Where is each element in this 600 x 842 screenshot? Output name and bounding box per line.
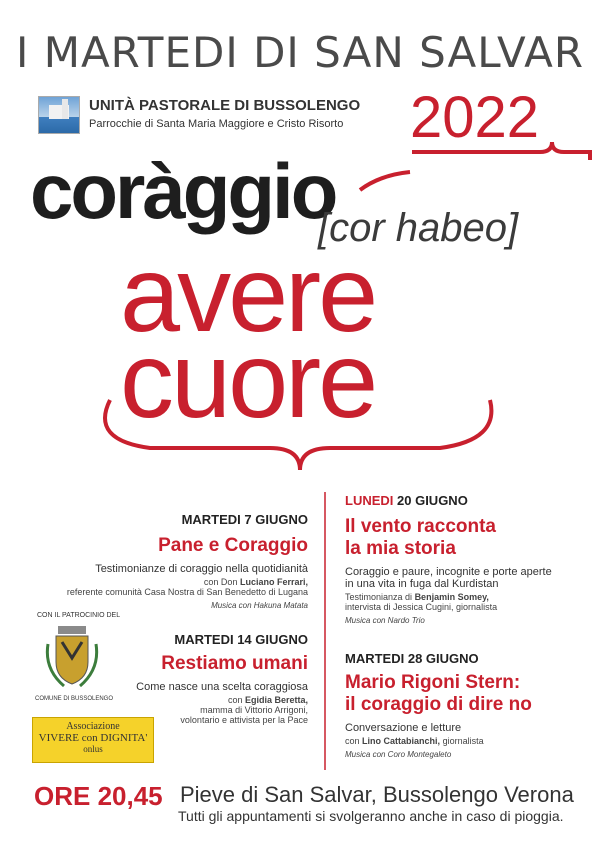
event-speaker: con Lino Cattabianchi, giornalista [345, 735, 484, 746]
patronage-label: CON IL PATROCINIO DEL [37, 612, 121, 619]
event-date: LUNEDI 20 GIUGNO [345, 493, 468, 508]
organizer-parishes: Parrocchie di Santa Maria Maggiore e Cristo Risorto [89, 118, 344, 130]
event-1 [48, 512, 308, 610]
theme-line-1: avere [120, 233, 376, 354]
event-music: Musica con Coro Montegaleto [345, 749, 452, 759]
theme-latin: [cor habeo] [318, 206, 519, 250]
event-speaker-role: volontario e attivista per la Pace [180, 714, 308, 725]
event-time: ORE 20,45 [34, 781, 163, 811]
year: 2022 [410, 85, 540, 150]
association-logo [32, 717, 154, 763]
event-title: Il vento racconta la mia storia [345, 516, 496, 559]
event-speaker: con Egidia Beretta, [227, 694, 308, 705]
event-music: Musica con Hakuna Matata [211, 600, 308, 610]
event-speaker-role: intervista di Jessica Cugini, giornalista [345, 601, 498, 612]
event-3 [345, 493, 585, 625]
event-description: Testimonianze di coraggio nella quotidianità [95, 562, 308, 575]
event-title: Mario Rigoni Stern: il coraggio di dire no [345, 672, 532, 715]
event-speaker-role: mamma di Vittorio Arrigoni, [200, 704, 308, 715]
assoc-line-1: Associazione [66, 721, 120, 732]
event-title: Restiamo umani [161, 653, 308, 674]
comune-label: COMUNE DI BUSSOLENGO [35, 696, 114, 702]
weather-note: Tutti gli appuntamenti si svolgeranno anche in caso di pioggia. [178, 808, 564, 824]
event-speaker: Testimonianza di Benjamin Somey, [345, 591, 489, 602]
event-place: Pieve di San Salvar, Bussolengo Verona [180, 782, 574, 807]
organizer-name: UNITÀ PASTORALE DI BUSSOLENGO [89, 97, 361, 114]
event-description: Coraggio e paure, incognite e porte aperte [345, 565, 552, 578]
theme-word: coràggio [30, 147, 336, 235]
event-speaker: con Don Luciano Ferrari, [203, 576, 308, 587]
theme-line-2: cuore [120, 319, 376, 440]
event-date: MARTEDI 28 GIUGNO [345, 651, 479, 666]
event-date: MARTEDI 14 GIUGNO [174, 632, 308, 647]
assoc-line-2: VIVERE con DIGNITA' [38, 732, 148, 744]
page-title: I MARTEDI DI SAN SALVAR [15, 28, 585, 77]
event-description: in una vita in fuga dal Kurdistan [345, 577, 499, 590]
event-music: Musica con Nardo Trio [345, 615, 425, 625]
coat-of-arms-icon [44, 624, 100, 690]
event-description: Come nasce una scelta coraggiosa [136, 680, 308, 693]
assoc-line-3: onlus [83, 744, 103, 754]
event-title: Pane e Coraggio [158, 535, 308, 556]
event-speaker-role: referente comunità Casa Nostra di San Benedetto di Lugana [66, 586, 308, 597]
event-description: Conversazione e letture [345, 721, 462, 734]
event-4 [345, 651, 585, 759]
event-date: MARTEDI 7 GIUGNO [181, 512, 308, 527]
